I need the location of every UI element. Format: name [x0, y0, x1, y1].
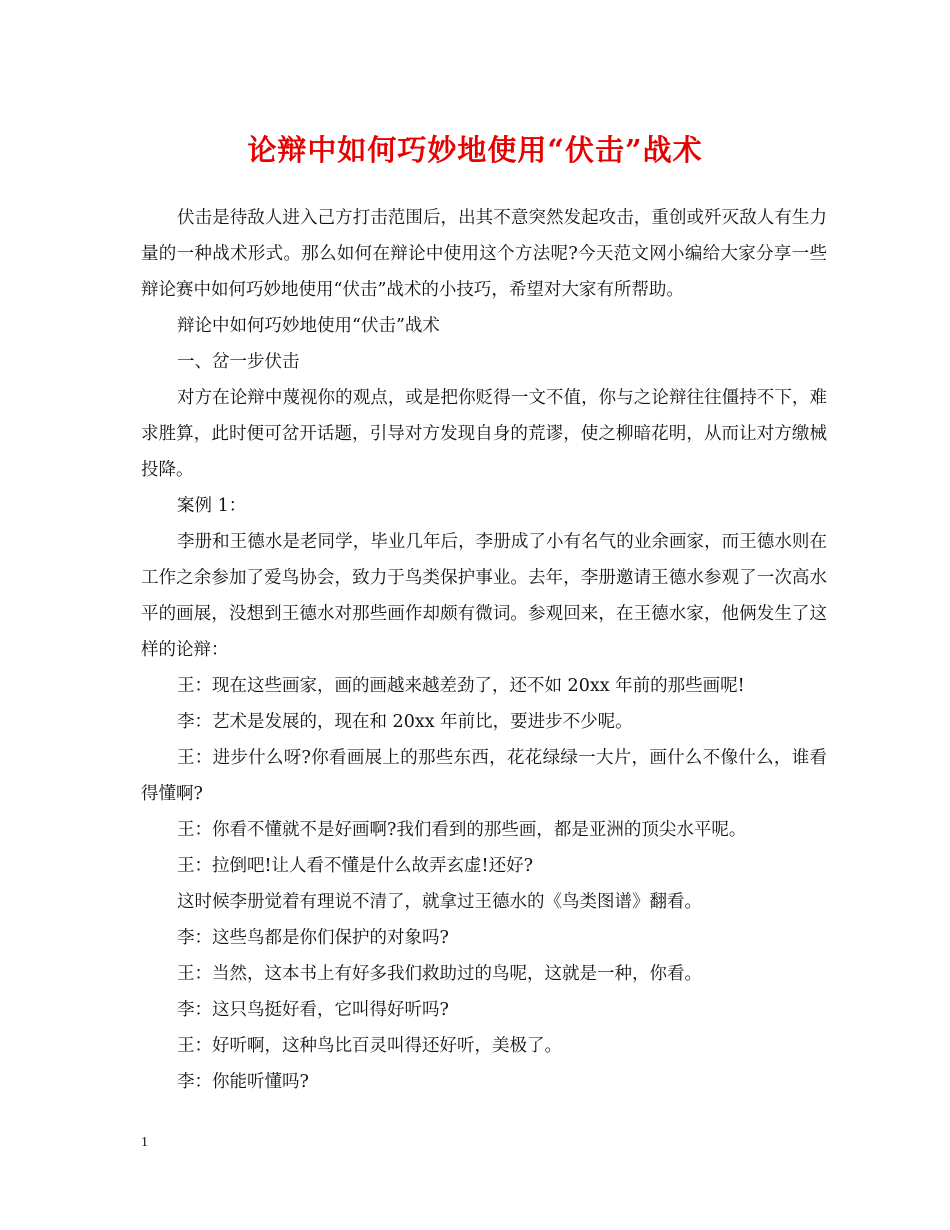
- dialogue-line: 李：这些鸟都是你们保护的对象吗?: [177, 928, 449, 948]
- paragraph-intro: 伏击是待敌人进入己方打击范围后，出其不意突然发起攻击，重创或歼灭敌人有生力量的一种战术形式。那么如何在辩论中使用这个方法呢?今天范文网小编给大家分享一些辩论赛中如何巧妙地使用“伏击”战术的小技巧，希望对大家有所帮助。: [141, 208, 827, 300]
- dialogue-line: 王：当然，这本书上有好多我们救助过的鸟呢，这就是一种，你看。: [177, 964, 702, 984]
- dialogue-line: 王：你看不懂就不是好画啊?我们看到的那些画，都是亚洲的顶尖水平呢。: [177, 820, 747, 840]
- dialogue-line: 王：现在这些画家，画的画越来越差劲了，还不如 20xx 年前的那些画呢!: [177, 676, 745, 696]
- dialogue-line: 李：你能听懂吗?: [177, 1072, 309, 1092]
- paragraph-section-one: 一、岔一步伏击: [177, 352, 300, 372]
- paragraph-heading: 辩论中如何巧妙地使用“伏击”战术: [177, 316, 440, 336]
- document-body: [141, 200, 827, 1100]
- dialogue-line: 王：好听啊，这种鸟比百灵叫得还好听，美极了。: [177, 1036, 562, 1056]
- paragraph-section-one-body: 对方在论辩中蔑视你的观点，或是把你贬得一文不值，你与之论辩往往僵持不下，难求胜算，此时便可岔开话题，引导对方发现自身的荒谬，使之柳暗花明，从而让对方缴械投降。: [141, 388, 827, 480]
- dialogue-line: 李：艺术是发展的，现在和 20xx 年前比，要进步不少呢。: [177, 712, 633, 732]
- document-title: 论辩中如何巧妙地使用“伏击”战术: [247, 133, 703, 167]
- paragraph-case-label: 案例 1：: [177, 496, 247, 516]
- narration-line: 这时候李册觉着有理说不清了，就拿过王德水的《鸟类图谱》翻看。: [177, 892, 702, 912]
- dialogue-line: 王：拉倒吧!让人看不懂是什么故弄玄虚!还好?: [177, 856, 533, 876]
- paragraph-case-story: 李册和王德水是老同学，毕业几年后，李册成了小有名气的业余画家，而王德水则在工作之余参加了爱鸟协会，致力于鸟类保护事业。去年，李册邀请王德水参观了一次高水平的画展，没想到王德水对那些画作却颇有微词。参观回来，在王德水家，他俩发生了这样的论辩：: [141, 532, 827, 660]
- dialogue-line: 李：这只鸟挺好看，它叫得好听吗?: [177, 1000, 449, 1020]
- dialogue-line: 王：进步什么呀?你看画展上的那些东西，花花绿绿一大片，画什么不像什么，谁看得懂啊?: [141, 748, 827, 804]
- page-number: 1: [141, 1135, 148, 1150]
